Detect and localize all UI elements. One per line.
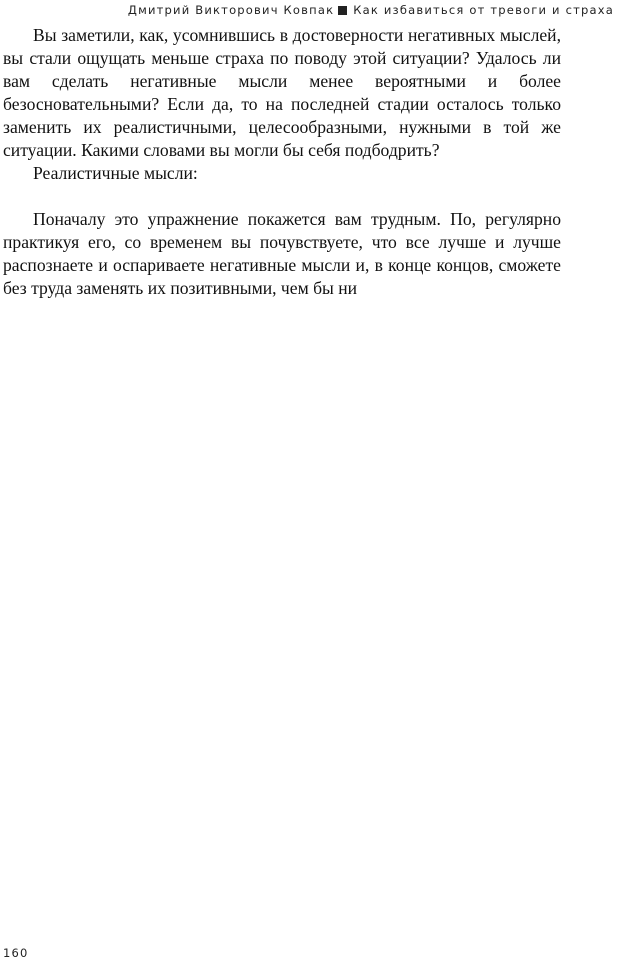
header-book-title: Как избавиться от тревоги и страха: [353, 3, 614, 17]
body-paragraph: Поначалу это упражнение покажется вам трудным. По, регулярно практикуя его, со временем вы почувствуете, что все лучше и лучше распознаете и оспариваете негативные мысли и, в конце концов, сможете без труда заменять их позитивными, чем бы ни: [3, 209, 561, 298]
body-paragraph-3-block: [3, 208, 561, 300]
body-paragraph: Вы заметили, как, усомнившись в достоверности негативных мыслей, вы стали ощущать меньше страха по поводу этой ситуации? Удалось ли вам сделать негативные мысли менее вероятными и более безосновательными? Если да, то на последней стадии осталось только заменить их реалистичными, целесообразными, нужными в той же ситуации. Какими словами вы могли бы себя подбодрить?: [3, 25, 561, 160]
separator-square-icon: [338, 6, 347, 15]
section-label: Реалистичные мысли:: [33, 163, 198, 183]
running-header: [128, 3, 614, 17]
page-number: 160: [3, 946, 29, 960]
body-paragraph-1-block: [3, 24, 561, 162]
header-author: Дмитрий Викторович Ковпак: [127, 3, 335, 17]
body-paragraph-2-block: [3, 162, 561, 185]
